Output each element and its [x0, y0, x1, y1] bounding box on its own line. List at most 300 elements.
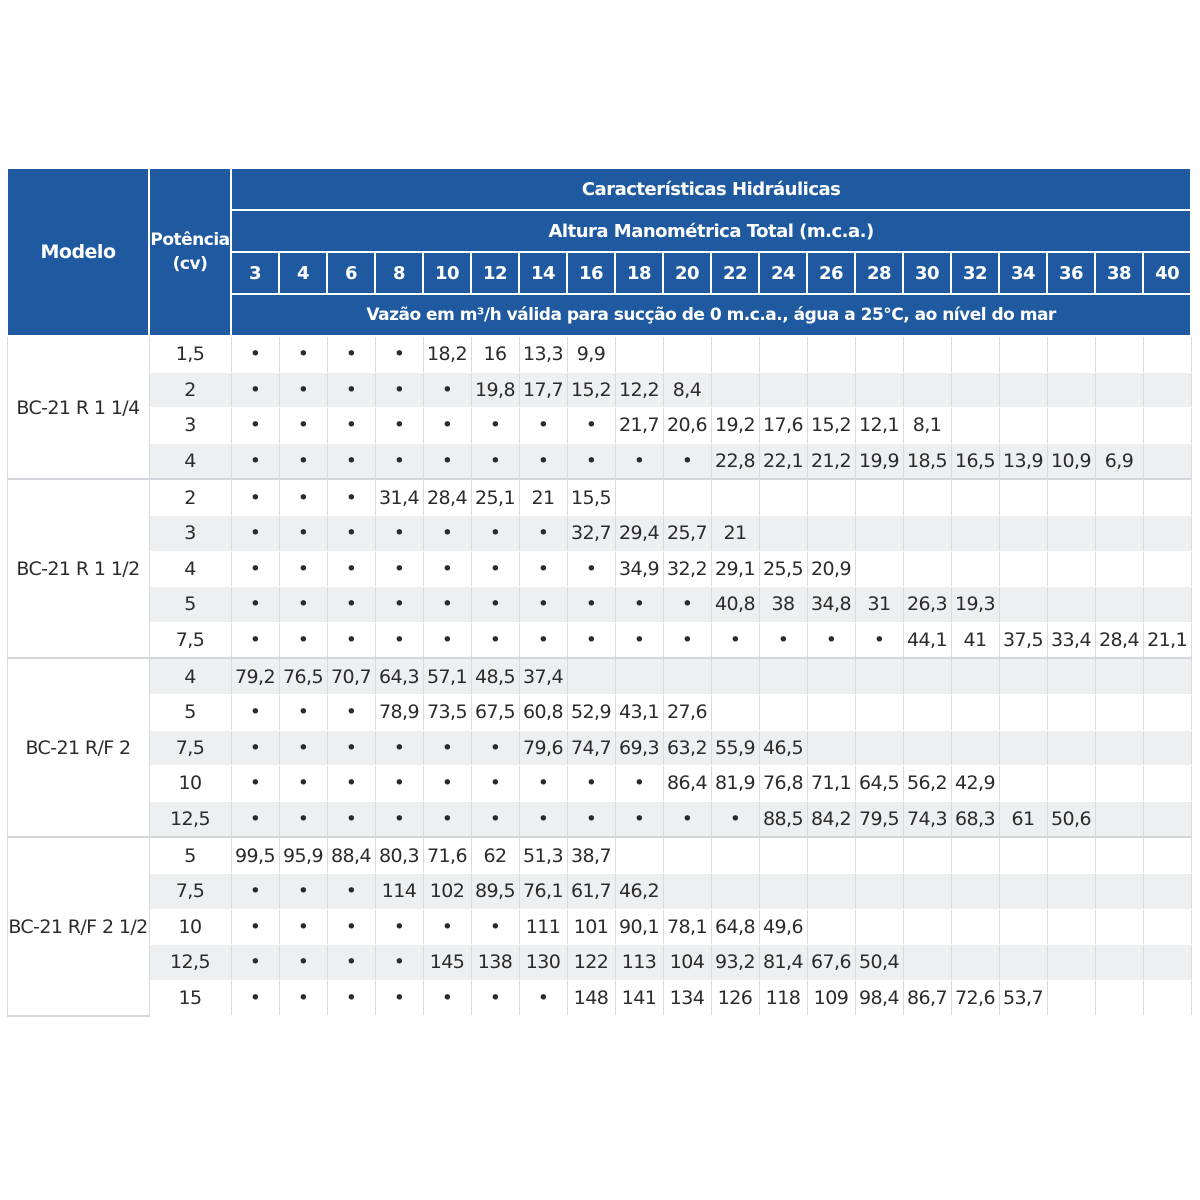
unavailable-marker: • [663, 622, 711, 658]
unavailable-marker: • [327, 336, 375, 372]
unavailable-marker: • [231, 801, 279, 837]
empty-cell [951, 730, 999, 766]
flow-value-cell: 104 [663, 945, 711, 981]
empty-cell [951, 515, 999, 551]
header-column: 14 [519, 252, 567, 294]
empty-cell [1095, 730, 1143, 766]
unavailable-marker: • [471, 766, 519, 802]
flow-value-cell: 71,1 [807, 766, 855, 802]
empty-cell [807, 909, 855, 945]
flow-value-cell: 118 [759, 980, 807, 1016]
empty-cell [1143, 909, 1191, 945]
unavailable-marker: • [423, 551, 471, 587]
flow-value-cell: 41 [951, 622, 999, 658]
empty-cell [1095, 909, 1143, 945]
unavailable-marker: • [375, 945, 423, 981]
empty-cell [615, 479, 663, 515]
empty-cell [1143, 587, 1191, 623]
unavailable-marker: • [471, 622, 519, 658]
unavailable-marker: • [279, 551, 327, 587]
empty-cell [759, 694, 807, 730]
flow-value-cell: 86,7 [903, 980, 951, 1016]
power-cell: 7,5 [149, 730, 231, 766]
empty-cell [663, 479, 711, 515]
flow-value-cell: 111 [519, 909, 567, 945]
unavailable-marker: • [231, 873, 279, 909]
empty-cell [1047, 766, 1095, 802]
empty-cell [663, 336, 711, 372]
header-column: 26 [807, 252, 855, 294]
header-column: 24 [759, 252, 807, 294]
unavailable-marker: • [327, 980, 375, 1016]
unavailable-marker: • [471, 730, 519, 766]
flow-value-cell: 53,7 [999, 980, 1047, 1016]
flow-value-cell: 76,1 [519, 873, 567, 909]
empty-cell [951, 551, 999, 587]
unavailable-marker: • [615, 587, 663, 623]
empty-cell [1095, 694, 1143, 730]
flow-value-cell: 22,8 [711, 443, 759, 479]
flow-value-cell: 130 [519, 945, 567, 981]
table-row [7, 909, 1191, 945]
empty-cell [711, 873, 759, 909]
header-caracteristicas: Características Hidráulicas [231, 168, 1191, 210]
table-row [7, 694, 1191, 730]
empty-cell [903, 658, 951, 694]
empty-cell [663, 873, 711, 909]
flow-value-cell: 134 [663, 980, 711, 1016]
empty-cell [615, 336, 663, 372]
flow-value-cell: 13,3 [519, 336, 567, 372]
flow-value-cell: 50,4 [855, 945, 903, 981]
empty-cell [951, 837, 999, 873]
empty-cell [1047, 479, 1095, 515]
empty-cell [855, 551, 903, 587]
unavailable-marker: • [375, 515, 423, 551]
flow-value-cell: 70,7 [327, 658, 375, 694]
flow-value-cell: 12,1 [855, 408, 903, 444]
unavailable-marker: • [567, 622, 615, 658]
unavailable-marker: • [423, 622, 471, 658]
unavailable-marker: • [231, 909, 279, 945]
table-row [7, 587, 1191, 623]
flow-value-cell: 148 [567, 980, 615, 1016]
unavailable-marker: • [375, 443, 423, 479]
unavailable-marker: • [231, 443, 279, 479]
empty-cell [615, 658, 663, 694]
empty-cell [1047, 694, 1095, 730]
flow-value-cell: 67,6 [807, 945, 855, 981]
flow-value-cell: 21,7 [615, 408, 663, 444]
flow-value-cell: 99,5 [231, 837, 279, 873]
flow-value-cell: 31 [855, 587, 903, 623]
flow-value-cell: 90,1 [615, 909, 663, 945]
table-row [7, 551, 1191, 587]
flow-value-cell: 114 [375, 873, 423, 909]
empty-cell [711, 837, 759, 873]
flow-value-cell: 37,4 [519, 658, 567, 694]
power-cell: 2 [149, 372, 231, 408]
unavailable-marker: • [279, 730, 327, 766]
unavailable-marker: • [279, 336, 327, 372]
empty-cell [1095, 479, 1143, 515]
unavailable-marker: • [327, 443, 375, 479]
unavailable-marker: • [279, 873, 327, 909]
empty-cell [1095, 980, 1143, 1016]
unavailable-marker: • [327, 945, 375, 981]
empty-cell [1047, 945, 1095, 981]
empty-cell [1143, 730, 1191, 766]
empty-cell [1095, 336, 1143, 372]
power-cell: 12,5 [149, 945, 231, 981]
unavailable-marker: • [615, 766, 663, 802]
unavailable-marker: • [519, 622, 567, 658]
power-cell: 10 [149, 766, 231, 802]
flow-value-cell: 6,9 [1095, 443, 1143, 479]
header-column: 10 [423, 252, 471, 294]
flow-value-cell: 20,9 [807, 551, 855, 587]
power-cell: 5 [149, 587, 231, 623]
empty-cell [855, 336, 903, 372]
unavailable-marker: • [711, 622, 759, 658]
unavailable-marker: • [471, 587, 519, 623]
empty-cell [1047, 336, 1095, 372]
unavailable-marker: • [231, 945, 279, 981]
empty-cell [1143, 945, 1191, 981]
flow-value-cell: 64,3 [375, 658, 423, 694]
empty-cell [759, 515, 807, 551]
unavailable-marker: • [279, 766, 327, 802]
unavailable-marker: • [471, 443, 519, 479]
flow-value-cell: 49,6 [759, 909, 807, 945]
empty-cell [807, 694, 855, 730]
empty-cell [855, 479, 903, 515]
empty-cell [1095, 801, 1143, 837]
flow-value-cell: 34,9 [615, 551, 663, 587]
empty-cell [855, 837, 903, 873]
empty-cell [711, 479, 759, 515]
empty-cell [855, 909, 903, 945]
empty-cell [903, 694, 951, 730]
empty-cell [951, 694, 999, 730]
flow-value-cell: 63,2 [663, 730, 711, 766]
flow-value-cell: 78,9 [375, 694, 423, 730]
unavailable-marker: • [279, 945, 327, 981]
flow-value-cell: 102 [423, 873, 471, 909]
flow-value-cell: 19,3 [951, 587, 999, 623]
unavailable-marker: • [855, 622, 903, 658]
table-row [7, 658, 1191, 694]
unavailable-marker: • [375, 587, 423, 623]
unavailable-marker: • [711, 801, 759, 837]
empty-cell [855, 515, 903, 551]
empty-cell [951, 479, 999, 515]
flow-value-cell: 89,5 [471, 873, 519, 909]
empty-cell [1047, 730, 1095, 766]
empty-cell [1095, 372, 1143, 408]
unavailable-marker: • [519, 551, 567, 587]
empty-cell [1095, 766, 1143, 802]
empty-cell [999, 336, 1047, 372]
header-column: 38 [1095, 252, 1143, 294]
empty-cell [1143, 372, 1191, 408]
power-cell: 5 [149, 694, 231, 730]
empty-cell [1143, 479, 1191, 515]
unavailable-marker: • [327, 372, 375, 408]
unavailable-marker: • [279, 801, 327, 837]
unavailable-marker: • [519, 443, 567, 479]
empty-cell [903, 837, 951, 873]
unavailable-marker: • [231, 622, 279, 658]
unavailable-marker: • [279, 694, 327, 730]
header-column: 18 [615, 252, 663, 294]
unavailable-marker: • [615, 622, 663, 658]
unavailable-marker: • [807, 622, 855, 658]
power-cell: 7,5 [149, 622, 231, 658]
header-column: 32 [951, 252, 999, 294]
flow-value-cell: 21,2 [807, 443, 855, 479]
power-cell: 4 [149, 658, 231, 694]
unavailable-marker: • [327, 694, 375, 730]
power-cell: 10 [149, 909, 231, 945]
unavailable-marker: • [327, 408, 375, 444]
unavailable-marker: • [615, 443, 663, 479]
unavailable-marker: • [567, 443, 615, 479]
unavailable-marker: • [375, 336, 423, 372]
unavailable-marker: • [375, 801, 423, 837]
header-vazao-note: Vazão em m³/h válida para sucção de 0 m.c.a., água a 25°C, ao nível do mar [231, 294, 1191, 336]
unavailable-marker: • [663, 801, 711, 837]
unavailable-marker: • [327, 515, 375, 551]
empty-cell [759, 658, 807, 694]
table-row [7, 980, 1191, 1016]
empty-cell [1143, 658, 1191, 694]
empty-cell [807, 658, 855, 694]
header-column: 36 [1047, 252, 1095, 294]
empty-cell [1047, 909, 1095, 945]
flow-value-cell: 61 [999, 801, 1047, 837]
flow-value-cell: 18,2 [423, 336, 471, 372]
header-column: 4 [279, 252, 327, 294]
flow-value-cell: 81,4 [759, 945, 807, 981]
model-name-cell: BC-21 R 1 1/4 [7, 336, 149, 479]
unavailable-marker: • [663, 443, 711, 479]
empty-cell [807, 730, 855, 766]
unavailable-marker: • [471, 980, 519, 1016]
table-row [7, 479, 1191, 515]
flow-value-cell: 31,4 [375, 479, 423, 515]
flow-value-cell: 64,8 [711, 909, 759, 945]
empty-cell [1143, 766, 1191, 802]
empty-cell [855, 694, 903, 730]
flow-value-cell: 71,6 [423, 837, 471, 873]
empty-cell [663, 837, 711, 873]
flow-value-cell: 27,6 [663, 694, 711, 730]
empty-cell [999, 515, 1047, 551]
empty-cell [999, 551, 1047, 587]
flow-value-cell: 25,5 [759, 551, 807, 587]
empty-cell [711, 372, 759, 408]
flow-value-cell: 18,5 [903, 443, 951, 479]
table-row [7, 801, 1191, 837]
empty-cell [1095, 587, 1143, 623]
unavailable-marker: • [471, 551, 519, 587]
empty-cell [951, 945, 999, 981]
empty-cell [759, 837, 807, 873]
unavailable-marker: • [423, 730, 471, 766]
power-cell: 4 [149, 551, 231, 587]
unavailable-marker: • [519, 980, 567, 1016]
flow-value-cell: 42,9 [951, 766, 999, 802]
flow-value-cell: 62 [471, 837, 519, 873]
empty-cell [951, 336, 999, 372]
flow-value-cell: 40,8 [711, 587, 759, 623]
flow-value-cell: 28,4 [1095, 622, 1143, 658]
unavailable-marker: • [423, 801, 471, 837]
unavailable-marker: • [279, 980, 327, 1016]
flow-value-cell: 13,9 [999, 443, 1047, 479]
empty-cell [1047, 980, 1095, 1016]
flow-value-cell: 74,7 [567, 730, 615, 766]
empty-cell [999, 408, 1047, 444]
unavailable-marker: • [327, 479, 375, 515]
empty-cell [1047, 372, 1095, 408]
flow-value-cell: 69,3 [615, 730, 663, 766]
flow-value-cell: 74,3 [903, 801, 951, 837]
flow-value-cell: 93,2 [711, 945, 759, 981]
empty-cell [1143, 551, 1191, 587]
power-cell: 7,5 [149, 873, 231, 909]
empty-cell [903, 909, 951, 945]
header-column: 22 [711, 252, 759, 294]
empty-cell [1143, 873, 1191, 909]
unavailable-marker: • [567, 766, 615, 802]
unavailable-marker: • [519, 587, 567, 623]
empty-cell [903, 515, 951, 551]
power-cell: 5 [149, 837, 231, 873]
table-row [7, 336, 1191, 372]
empty-cell [951, 408, 999, 444]
flow-value-cell: 67,5 [471, 694, 519, 730]
unavailable-marker: • [279, 372, 327, 408]
unavailable-marker: • [663, 587, 711, 623]
unavailable-marker: • [519, 766, 567, 802]
empty-cell [1047, 873, 1095, 909]
empty-cell [759, 479, 807, 515]
flow-value-cell: 122 [567, 945, 615, 981]
flow-value-cell: 21 [519, 479, 567, 515]
table-row [7, 372, 1191, 408]
unavailable-marker: • [423, 515, 471, 551]
power-cell: 3 [149, 515, 231, 551]
empty-cell [999, 837, 1047, 873]
unavailable-marker: • [279, 443, 327, 479]
header-column: 30 [903, 252, 951, 294]
empty-cell [855, 873, 903, 909]
unavailable-marker: • [375, 766, 423, 802]
table-row [7, 766, 1191, 802]
header-column: 6 [327, 252, 375, 294]
model-name-cell: BC-21 R/F 2 [7, 658, 149, 837]
header-column: 40 [1143, 252, 1191, 294]
unavailable-marker: • [471, 909, 519, 945]
unavailable-marker: • [327, 622, 375, 658]
flow-value-cell: 138 [471, 945, 519, 981]
header-potencia [149, 168, 231, 336]
flow-value-cell: 9,9 [567, 336, 615, 372]
empty-cell [1095, 837, 1143, 873]
flow-value-cell: 17,7 [519, 372, 567, 408]
empty-cell [999, 909, 1047, 945]
flow-value-cell: 28,4 [423, 479, 471, 515]
unavailable-marker: • [279, 408, 327, 444]
flow-value-cell: 145 [423, 945, 471, 981]
empty-cell [951, 658, 999, 694]
flow-value-cell: 79,2 [231, 658, 279, 694]
empty-cell [1095, 658, 1143, 694]
empty-cell [1143, 443, 1191, 479]
empty-cell [807, 372, 855, 408]
flow-value-cell: 55,9 [711, 730, 759, 766]
flow-value-cell: 19,8 [471, 372, 519, 408]
unavailable-marker: • [423, 443, 471, 479]
unavailable-marker: • [231, 479, 279, 515]
flow-value-cell: 19,2 [711, 408, 759, 444]
empty-cell [807, 873, 855, 909]
flow-value-cell: 15,2 [807, 408, 855, 444]
flow-value-cell: 78,1 [663, 909, 711, 945]
empty-cell [1095, 515, 1143, 551]
empty-cell [807, 837, 855, 873]
empty-cell [903, 551, 951, 587]
flow-value-cell: 19,9 [855, 443, 903, 479]
flow-value-cell: 46,5 [759, 730, 807, 766]
empty-cell [759, 336, 807, 372]
empty-cell [807, 336, 855, 372]
unavailable-marker: • [231, 515, 279, 551]
unavailable-marker: • [375, 408, 423, 444]
empty-cell [1047, 515, 1095, 551]
unavailable-marker: • [279, 909, 327, 945]
flow-value-cell: 32,2 [663, 551, 711, 587]
empty-cell [807, 515, 855, 551]
empty-cell [999, 694, 1047, 730]
empty-cell [999, 945, 1047, 981]
unavailable-marker: • [327, 801, 375, 837]
flow-value-cell: 10,9 [1047, 443, 1095, 479]
flow-value-cell: 22,1 [759, 443, 807, 479]
power-cell: 3 [149, 408, 231, 444]
flow-value-cell: 68,3 [951, 801, 999, 837]
flow-value-cell: 16 [471, 336, 519, 372]
unavailable-marker: • [423, 980, 471, 1016]
empty-cell [999, 372, 1047, 408]
table-row [7, 443, 1191, 479]
flow-value-cell: 50,6 [1047, 801, 1095, 837]
unavailable-marker: • [375, 551, 423, 587]
flow-value-cell: 84,2 [807, 801, 855, 837]
flow-value-cell: 80,3 [375, 837, 423, 873]
model-name-cell: BC-21 R/F 2 1/2 [7, 837, 149, 1015]
unavailable-marker: • [327, 873, 375, 909]
unavailable-marker: • [519, 801, 567, 837]
header-potencia-line1: Potência [150, 230, 230, 250]
unavailable-marker: • [231, 730, 279, 766]
unavailable-marker: • [375, 372, 423, 408]
flow-value-cell: 38 [759, 587, 807, 623]
model-name-cell: BC-21 R 1 1/2 [7, 479, 149, 658]
unavailable-marker: • [567, 408, 615, 444]
